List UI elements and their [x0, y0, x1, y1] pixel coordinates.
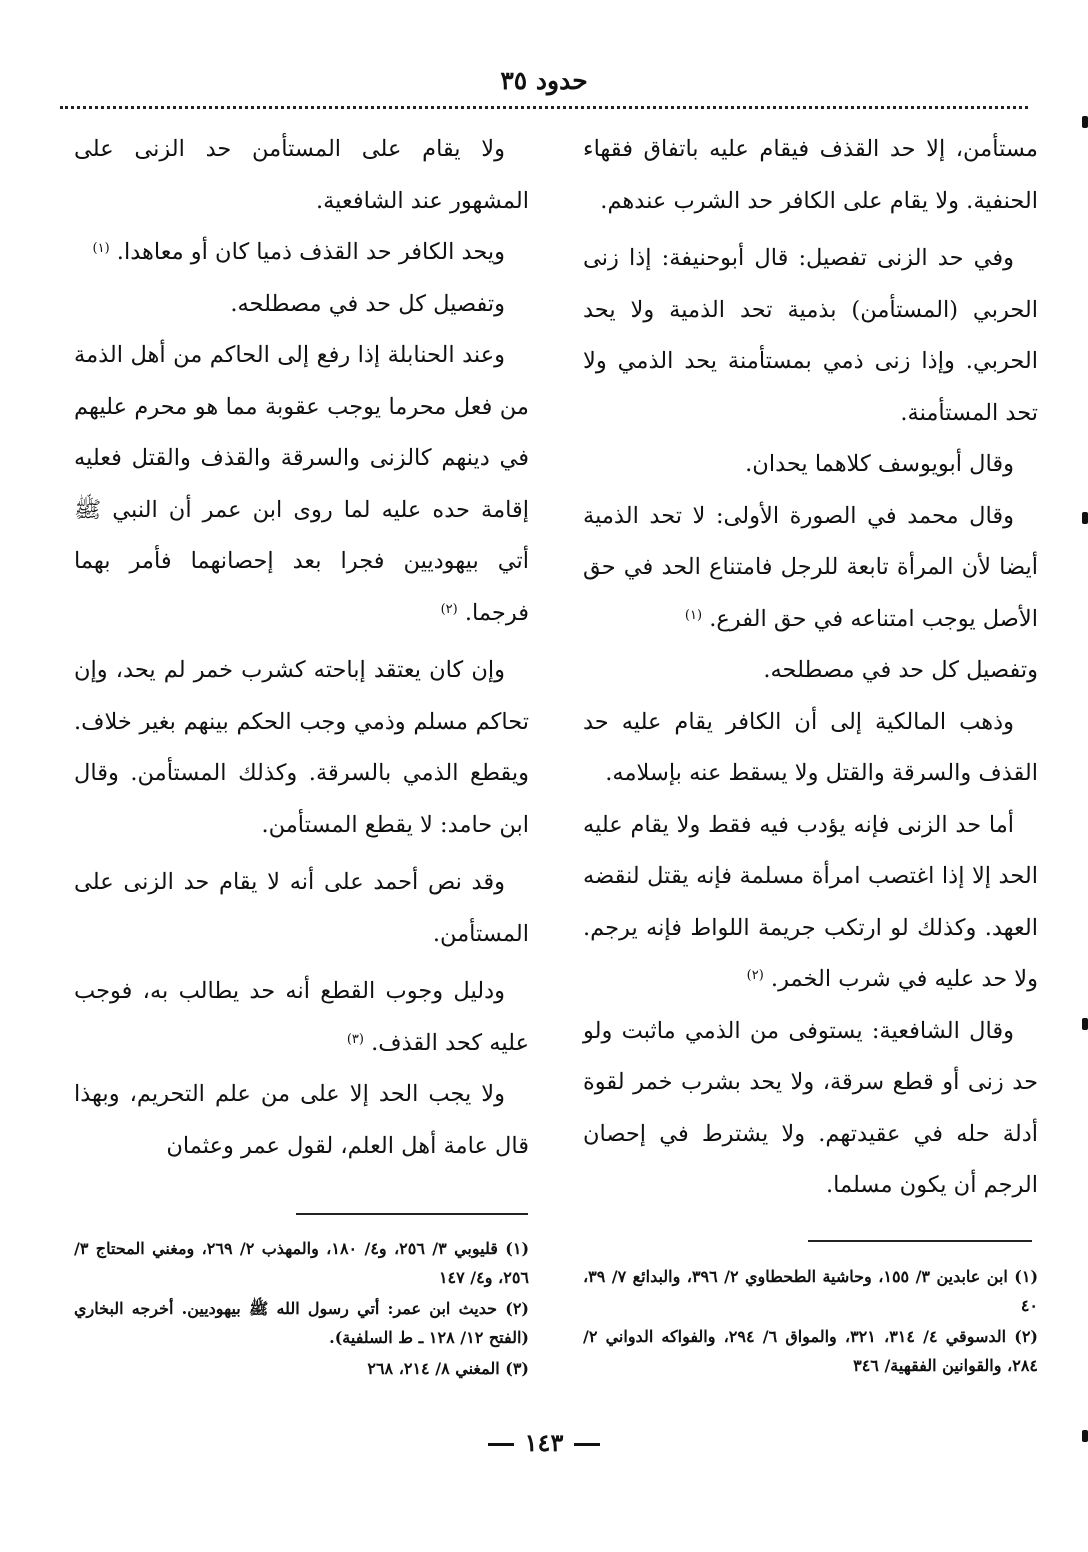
footnotes-left: [74, 1234, 529, 1385]
dash-decoration: [488, 1443, 514, 1446]
paragraph: وإن كان يعتقد إباحته كشرب خمر لم يحد، وإن تحاكم مسلم وذمي وجب الحكم بينهم بغير خلاف. ويقطع الذمي بالسرقة. وكذلك المستأمن. وقال ابن حامد: لا يقطع المستأمن.: [74, 657, 529, 838]
paragraph: وتفصيل كل حد في مصطلحه.: [230, 290, 505, 317]
paragraph: أما حد الزنى فإنه يؤدب فيه فقط ولا يقام عليه الحد إلا إذا اغتصب امرأة مسلمة فإنه يقتل لنقضه العهد. وكذلك لو ارتكب جريمة اللواط فإنه يرجم. ولا حد عليه في شرب الخمر. $^{(٢)}$: [583, 811, 1038, 992]
edge-mark: [1082, 1430, 1088, 1442]
footnote-mark: (٢): [746, 968, 764, 983]
footnote: (١) ابن عابدين ٣/ ١٥٥، وحاشية الطحطاوي ٢/ ٣٩٦، والبدائع ٧/ ٣٩، ٤٠: [583, 1267, 1039, 1315]
paragraph: وتفصيل كل حد في مصطلحه.: [763, 657, 1038, 683]
left-column: [74, 124, 529, 1172]
paragraph: وفي حد الزنى تفصيل: قال أبوحنيفة: إذا زنى الحربي (المستأمن) بذمية تحد الذمية ولا يحد الحربي. وإذا زنى ذمي بمستأمنة يحد الذمي ولا تحد المستأمنة.: [583, 245, 1038, 426]
paragraph: وقال أبويوسف كلاهما يحدان.: [745, 451, 1014, 477]
page-number: ١٤٣: [0, 1428, 1088, 1457]
paragraph: ولا يقام على المستأمن حد الزنى على المشهور عند الشافعية.: [74, 136, 529, 214]
paragraph: وعند الحنابلة إذا رفع إلى الحاكم من أهل الذمة من فعل محرما يوجب عقوبة مما هو محرم عليهم في دينهم كالزنى والسرقة والقذف والقتل فعليه إقامة حده عليه لما روى ابن عمر أن النبي ﷺ أتي بيهوديين فجرا بعد إحصانهما فأمر بهما فرجما. $^{(٢)}$: [74, 342, 529, 626]
footnote-mark: (١): [684, 607, 703, 623]
footnote-mark: (١): [92, 241, 110, 256]
footnote-rule: [296, 1213, 528, 1215]
paragraph: ويحد الكافر حد القذف ذميا كان أو معاهدا. $^{(١)}$: [92, 239, 505, 265]
dash-decoration: [574, 1443, 600, 1446]
footnote: (٢) حديث ابن عمر: أتي رسول الله ﷺ بيهوديين. أخرجه البخاري (الفتح ١٢/ ١٢٨ ـ ط السلفية).: [74, 1299, 529, 1347]
edge-mark: [1082, 512, 1088, 524]
edge-mark: [1082, 1018, 1088, 1030]
running-header: حدود ٣٥: [500, 66, 588, 95]
footnote-mark: (٢): [440, 601, 458, 617]
paragraph: وقد نص أحمد على أنه لا يقام حد الزنى على المستأمن.: [74, 869, 529, 947]
edge-mark: [1082, 116, 1088, 128]
paragraph: ولا يجب الحد إلا على من علم التحريم، وبهذا قال عامة أهل العلم، لقول عمر وعثمان: [74, 1081, 529, 1159]
footnote: (٢) الدسوقي ٤/ ٣١٤، ٣٢١، والمواق ٦/ ٢٩٤، والفواكه الدواني ٢/ ٢٨٤، والقوانين الفقهية/ ٣٤٦: [583, 1327, 1038, 1375]
footnotes-right: [583, 1262, 1038, 1382]
header-dotted-rule: [60, 106, 1028, 109]
footnote-mark: (٣): [346, 1031, 364, 1047]
paragraph: ودليل وجوب القطع أنه حد يطالب به، فوجب عليه كحد القذف. $^{(٣)}$: [74, 978, 529, 1056]
footnote: (١) قليوبي ٣/ ٢٥٦، و٤/ ١٨٠، والمهذب ٢/ ٢٦٩، ومغني المحتاج ٣/ ٢٥٦، و٤/ ١٤٧: [74, 1239, 530, 1287]
paragraph: وذهب المالكية إلى أن الكافر يقام عليه حد القذف والسرقة والقتل ولا يسقط عنه بإسلامه.: [583, 708, 1038, 786]
footnote-rule: [808, 1240, 1032, 1242]
right-column: [583, 124, 1038, 1212]
paragraph: وقال محمد في الصورة الأولى: لا تحد الذمية أيضا لأن المرأة تابعة للرجل فامتناع الحد في حق الأصل يوجب امتناعه في حق الفرع. $^{(١)}$: [583, 502, 1038, 632]
paragraph: وقال الشافعية: يستوفى من الذمي ماثبت ولو حد زنى أو قطع سرقة، ولا يحد بشرب خمر لقوة أدلة حله في عقيدتهم. ولا يشترط في إحصان الرجم أن يكون مسلما.: [583, 1017, 1038, 1198]
footnote: (٣) المغني ٨/ ٢١٤، ٢٦٨: [367, 1359, 529, 1378]
paragraph: مستأمن، إلا حد القذف فيقام عليه باتفاق فقهاء الحنفية. ولا يقام على الكافر حد الشرب عندهم.: [583, 136, 1038, 214]
